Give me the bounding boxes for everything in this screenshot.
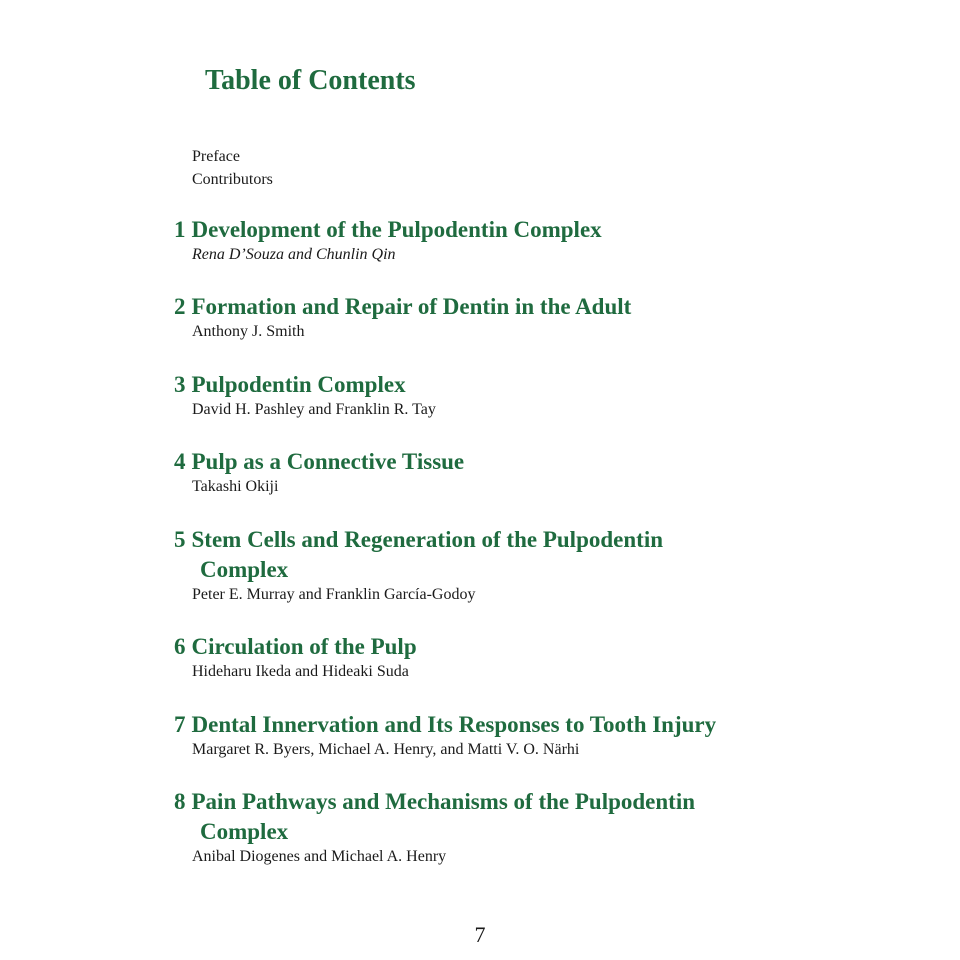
front-matter-contributors: Contributors — [192, 171, 273, 188]
chapter-authors: Margaret R. Byers, Michael A. Henry, and Matti V. O. Närhi — [192, 741, 580, 758]
chapter-number: 4 — [174, 449, 186, 474]
page-number: 7 — [474, 922, 486, 947]
chapter-authors: Anibal Diogenes and Michael A. Henry — [192, 848, 447, 865]
chapter-number: 5 — [174, 527, 186, 552]
chapter-authors: Hideharu Ikeda and Hideaki Suda — [192, 663, 409, 680]
chapter-title-text: Pulp as a Connective Tissue — [191, 449, 465, 474]
chapter-title — [174, 787, 695, 847]
chapter-entry-6 — [174, 632, 417, 682]
chapter-entry-4 — [174, 447, 464, 497]
chapter-title — [174, 447, 464, 477]
chapter-authors: Takashi Okiji — [192, 478, 279, 495]
chapter-number: 2 — [174, 294, 186, 319]
chapter-title-text: Formation and Repair of Dentin in the Adult — [191, 294, 632, 319]
chapter-title — [174, 710, 716, 740]
chapter-number: 3 — [174, 372, 186, 397]
chapter-number: 1 — [174, 217, 186, 242]
chapter-title-text: Dental Innervation and Its Responses to Tooth Injury — [191, 712, 717, 737]
chapter-title-text: Pain Pathways and Mechanisms of the Pulpodentin — [191, 789, 696, 814]
chapter-authors: Rena D’Souza and Chunlin Qin — [192, 246, 396, 263]
chapter-title — [174, 632, 417, 662]
front-matter — [192, 145, 273, 191]
chapter-entry-5 — [174, 525, 663, 605]
chapter-number: 8 — [174, 789, 186, 814]
chapter-title-text: Development of the Pulpodentin Complex — [191, 217, 602, 242]
chapter-entry-3 — [174, 370, 436, 420]
chapter-title-continuation: Complex — [200, 819, 289, 844]
chapter-authors: David H. Pashley and Franklin R. Tay — [192, 401, 436, 418]
chapter-title-text: Pulpodentin Complex — [191, 372, 406, 397]
chapter-title-continuation: Complex — [200, 557, 289, 582]
chapter-title-text: Stem Cells and Regeneration of the Pulpodentin — [191, 527, 663, 552]
chapter-entry-1 — [174, 215, 602, 265]
chapter-authors: Anthony J. Smith — [192, 323, 305, 340]
chapter-number: 6 — [174, 634, 186, 659]
chapter-authors: Peter E. Murray and Franklin García-Godoy — [192, 586, 476, 603]
chapter-entry-8 — [174, 787, 695, 867]
page-title: Table of Contents — [205, 65, 416, 96]
chapter-entry-7 — [174, 710, 716, 760]
chapter-entry-2 — [174, 292, 631, 342]
chapter-number: 7 — [174, 712, 186, 737]
chapter-title — [174, 370, 436, 400]
chapter-title — [174, 292, 631, 322]
front-matter-preface: Preface — [192, 148, 240, 165]
chapter-title — [174, 215, 602, 245]
chapter-title — [174, 525, 663, 585]
chapter-title-text: Circulation of the Pulp — [191, 634, 417, 659]
